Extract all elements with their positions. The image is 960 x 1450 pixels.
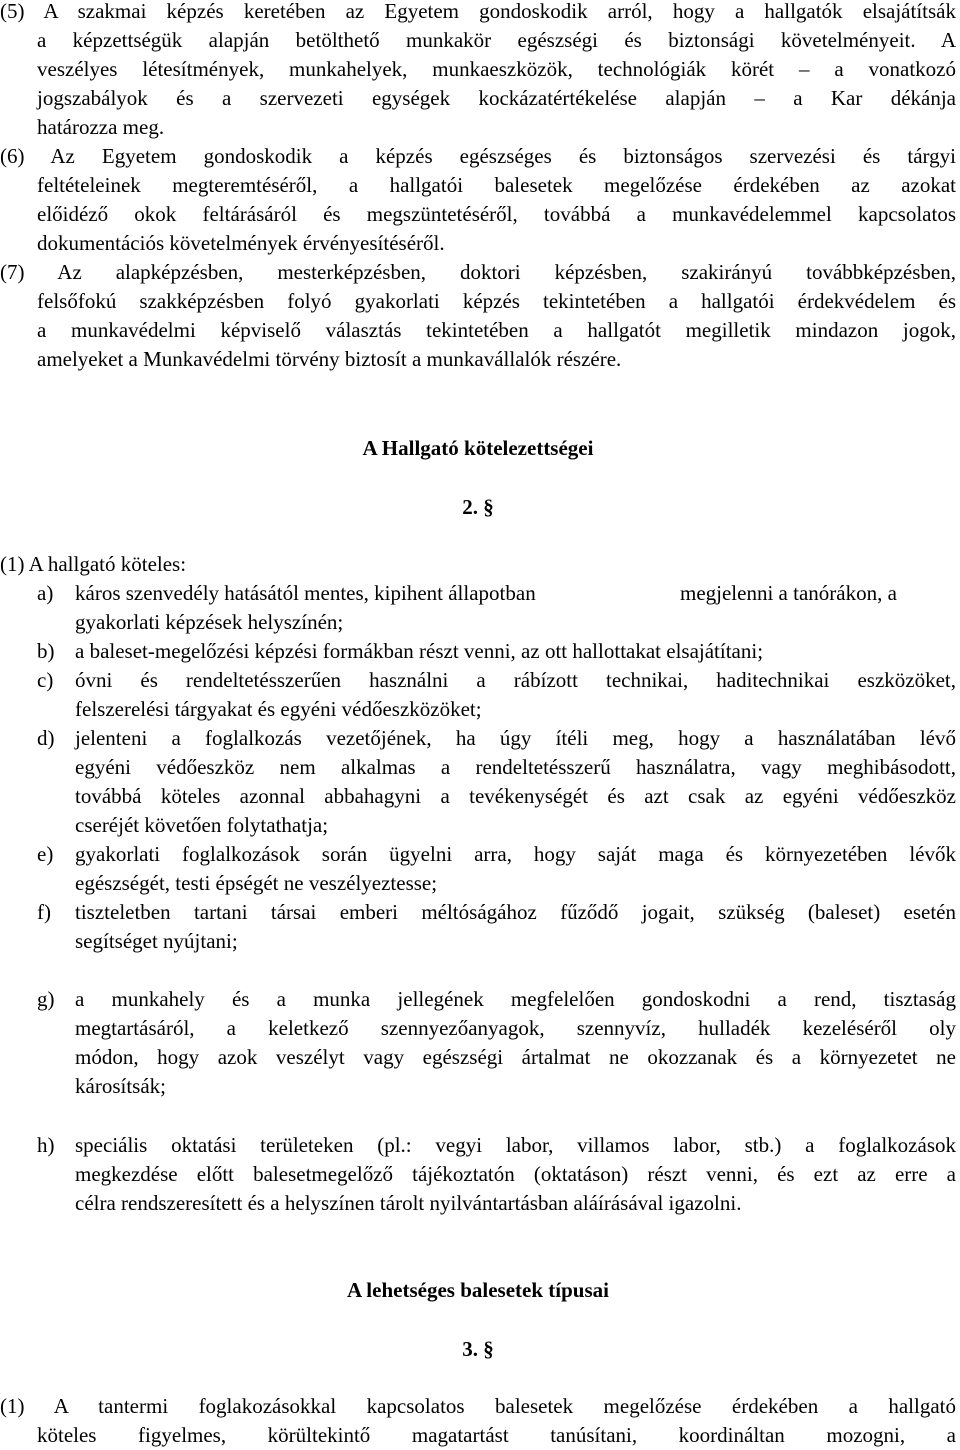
list-item-a-line-1a: káros szenvedély hatásától mentes, kipihent állapotban: [75, 581, 536, 605]
list-item-a-line-2: gyakorlati képzések helyszínén;: [75, 610, 344, 634]
list-marker-e: e): [37, 842, 54, 866]
list-item-g-line-4: károsítsák;: [75, 1074, 166, 1098]
section-7-line-1: (7) Az alapképzésben, mesterképzésben, doktori képzésben, szakirányú továbbképzésben,: [0, 260, 956, 284]
section-6-line-4: dokumentációs követelmények érvényesítéséről.: [37, 231, 445, 255]
list-item-h-line-1: speciális oktatási területeken (pl.: vegyi labor, villamos labor, stb.) a foglalkozások: [75, 1133, 956, 1157]
section-6-line-1: (6) Az Egyetem gondoskodik a képzés egészséges és biztonságos szervezési és tárgyi: [0, 144, 956, 168]
section-5-line-2: a képzettségük alapján betölthető munkakör egészségi és biztonsági követelményeit. A: [37, 28, 956, 52]
list-item-b-line-1: a baleset-megelőzési képzési formákban részt venni, az ott hallottakat elsajátítani;: [75, 639, 764, 663]
list-item-d-line-3: továbbá köteles azonnal abbahagyni a tevékenységét és azt csak az egyéni védőeszköz: [75, 784, 956, 808]
list-item-h-line-3: célra rendszeresített és a helyszínen tárolt nyilvántartásban aláírásával igazolni.: [75, 1191, 742, 1215]
list-item-c-line-1: óvni és rendeltetésszerűen használni a rábízott technikai, haditechnikai eszközöket,: [75, 668, 956, 692]
obligations-intro: (1) A hallgató köteles:: [0, 552, 187, 576]
section-5-line-1: (5) A szakmai képzés keretében az Egyetem gondoskodik arról, hogy a hallgatók elsajátítsák: [0, 0, 956, 23]
section-heading-obligations: A Hallgató kötelezettségei: [362, 436, 594, 460]
list-item-d-line-4: cseréjét követően folytathatja;: [75, 813, 329, 837]
section-6-line-3: előidéző okok feltárásáról és megszüntetéséről, továbbá a munkavédelemmel kapcsolatos: [37, 202, 956, 226]
list-item-a-line-1b: megjelenni a tanórákon, a: [680, 581, 897, 605]
list-item-g-line-3: módon, hogy azok veszélyt vagy egészségi ártalmat ne okozzanak és a környezetet ne: [75, 1045, 956, 1069]
paragraph-3-line-2: köteles figyelmes, körültekintő magatartást tanúsítani, koordináltan mozogni, a: [37, 1423, 956, 1447]
list-marker-c: c): [37, 668, 54, 692]
list-item-h-line-2: megkezdése előtt balesetmegelőző tájékoztatón (oktatáson) részt venni, és ezt az erre a: [75, 1162, 956, 1186]
paragraph-3-line-1: (1) A tantermi foglakozásokkal kapcsolatos balesetek megelőzése érdekében a hallgató: [0, 1394, 956, 1418]
list-item-f-line-1: tiszteletben tartani társai emberi méltóságához fűződő jogait, szükség (baleset) esetén: [75, 900, 956, 924]
section-5-line-4: jogszabályok és a szervezeti egységek kockázatértékelése alapján – a Kar dékánja: [37, 86, 956, 110]
list-item-c-line-2: felszerelési tárgyakat és egyéni védőeszközöket;: [75, 697, 482, 721]
section-5-line-3: veszélyes létesítmények, munkahelyek, munkaeszközök, technológiák körét – a vonatkozó: [37, 57, 956, 81]
section-6-line-2: feltételeinek megteremtéséről, a hallgatói balesetek megelőzése érdekében az azokat: [37, 173, 956, 197]
list-item-e-line-1: gyakorlati foglalkozások során ügyelni arra, hogy saját maga és környezetében lévők: [75, 842, 956, 866]
list-marker-a: a): [37, 581, 54, 605]
paragraph-number-3: 3. §: [462, 1337, 494, 1361]
section-heading-accident-types: A lehetséges balesetek típusai: [347, 1278, 609, 1302]
list-marker-d: d): [37, 726, 55, 750]
list-item-f-line-2: segítséget nyújtani;: [75, 929, 238, 953]
list-marker-b: b): [37, 639, 55, 663]
list-item-d-line-2: egyéni védőeszköz nem alkalmas a rendeltetésszerű használatra, vagy meghibásodott,: [75, 755, 956, 779]
section-5-line-5: határozza meg.: [37, 115, 165, 139]
list-item-d-line-1: jelenteni a foglalkozás vezetőjének, ha úgy ítéli meg, hogy a használatában lévő: [75, 726, 956, 750]
section-7-line-3: a munkavédelmi képviselő választás tekintetében a hallgatót megilletik mindazon jogok,: [37, 318, 956, 342]
list-item-e-line-2: egészségét, testi épségét ne veszélyeztesse;: [75, 871, 438, 895]
paragraph-number-2: 2. §: [462, 495, 494, 519]
section-7-line-4: amelyeket a Munkavédelmi törvény biztosít a munkavállalók részére.: [37, 347, 622, 371]
list-marker-h: h): [37, 1133, 55, 1157]
list-marker-g: g): [37, 987, 55, 1011]
section-7-line-2: felsőfokú szakképzésben folyó gyakorlati képzés tekintetében a hallgatói érdekvédelem és: [37, 289, 956, 313]
list-item-g-line-1: a munkahely és a munka jellegének megfelelően gondoskodni a rend, tisztaság: [75, 987, 956, 1011]
list-item-g-line-2: megtartásáról, a keletkező szennyezőanyagok, szennyvíz, hulladék kezeléséről oly: [75, 1016, 956, 1040]
list-marker-f: f): [37, 900, 51, 924]
